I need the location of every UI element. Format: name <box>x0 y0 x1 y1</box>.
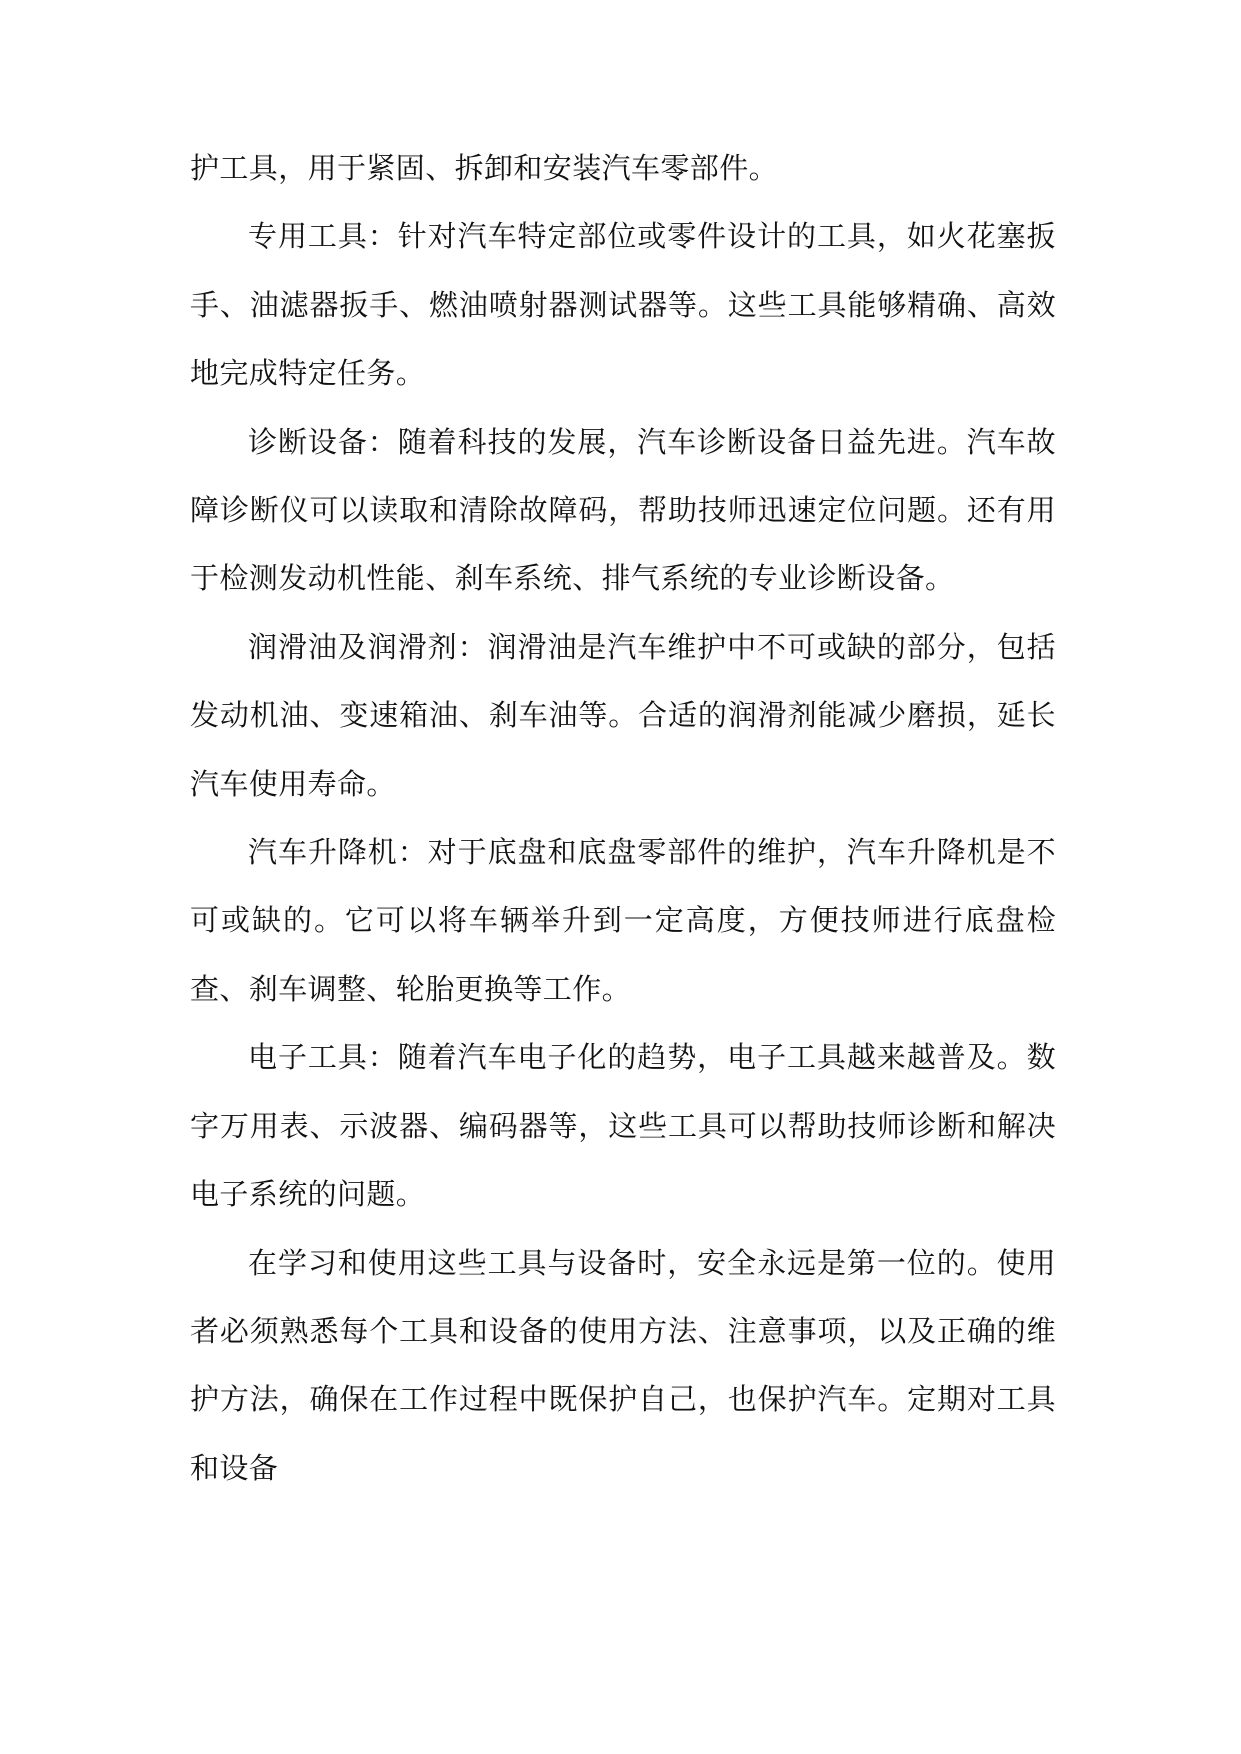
paragraph-diagnostic-equipment: 诊断设备：随着科技的发展，汽车诊断设备日益先进。汽车故障诊断仪可以读取和清除故障码，帮助技师迅速定位问题。还有用于检测发动机性能、刹车系统、排气系统的专业诊断设备。 <box>190 424 1056 596</box>
document-body <box>190 134 1056 1502</box>
paragraph-safety: 在学习和使用这些工具与设备时，安全永远是第一位的。使用者必须熟悉每个工具和设备的使用方法、注意事项，以及正确的维护方法，确保在工作过程中既保护自己，也保护汽车。定期对工具和设备 <box>190 1245 1056 1485</box>
paragraph-continuation: 护工具，用于紧固、拆卸和安装汽车零部件。 <box>190 151 779 185</box>
paragraph-special-tools: 专用工具：针对汽车特定部位或零件设计的工具，如火花塞扳手、油滤器扳手、燃油喷射器测试器等。这些工具能够精确、高效地完成特定任务。 <box>190 219 1056 391</box>
paragraph-car-lift: 汽车升降机：对于底盘和底盘零部件的维护，汽车升降机是不可或缺的。它可以将车辆举升到一定高度，方便技师进行底盘检查、刹车调整、轮胎更换等工作。 <box>190 835 1056 1006</box>
paragraph-electronic-tools: 电子工具：随着汽车电子化的趋势，电子工具越来越普及。数字万用表、示波器、编码器等，这些工具可以帮助技师诊断和解决电子系统的问题。 <box>190 1040 1056 1212</box>
paragraph-lubricants: 润滑油及润滑剂：润滑油是汽车维护中不可或缺的部分，包括发动机油、变速箱油、刹车油等。合适的润滑剂能减少磨损，延长汽车使用寿命。 <box>190 629 1056 801</box>
